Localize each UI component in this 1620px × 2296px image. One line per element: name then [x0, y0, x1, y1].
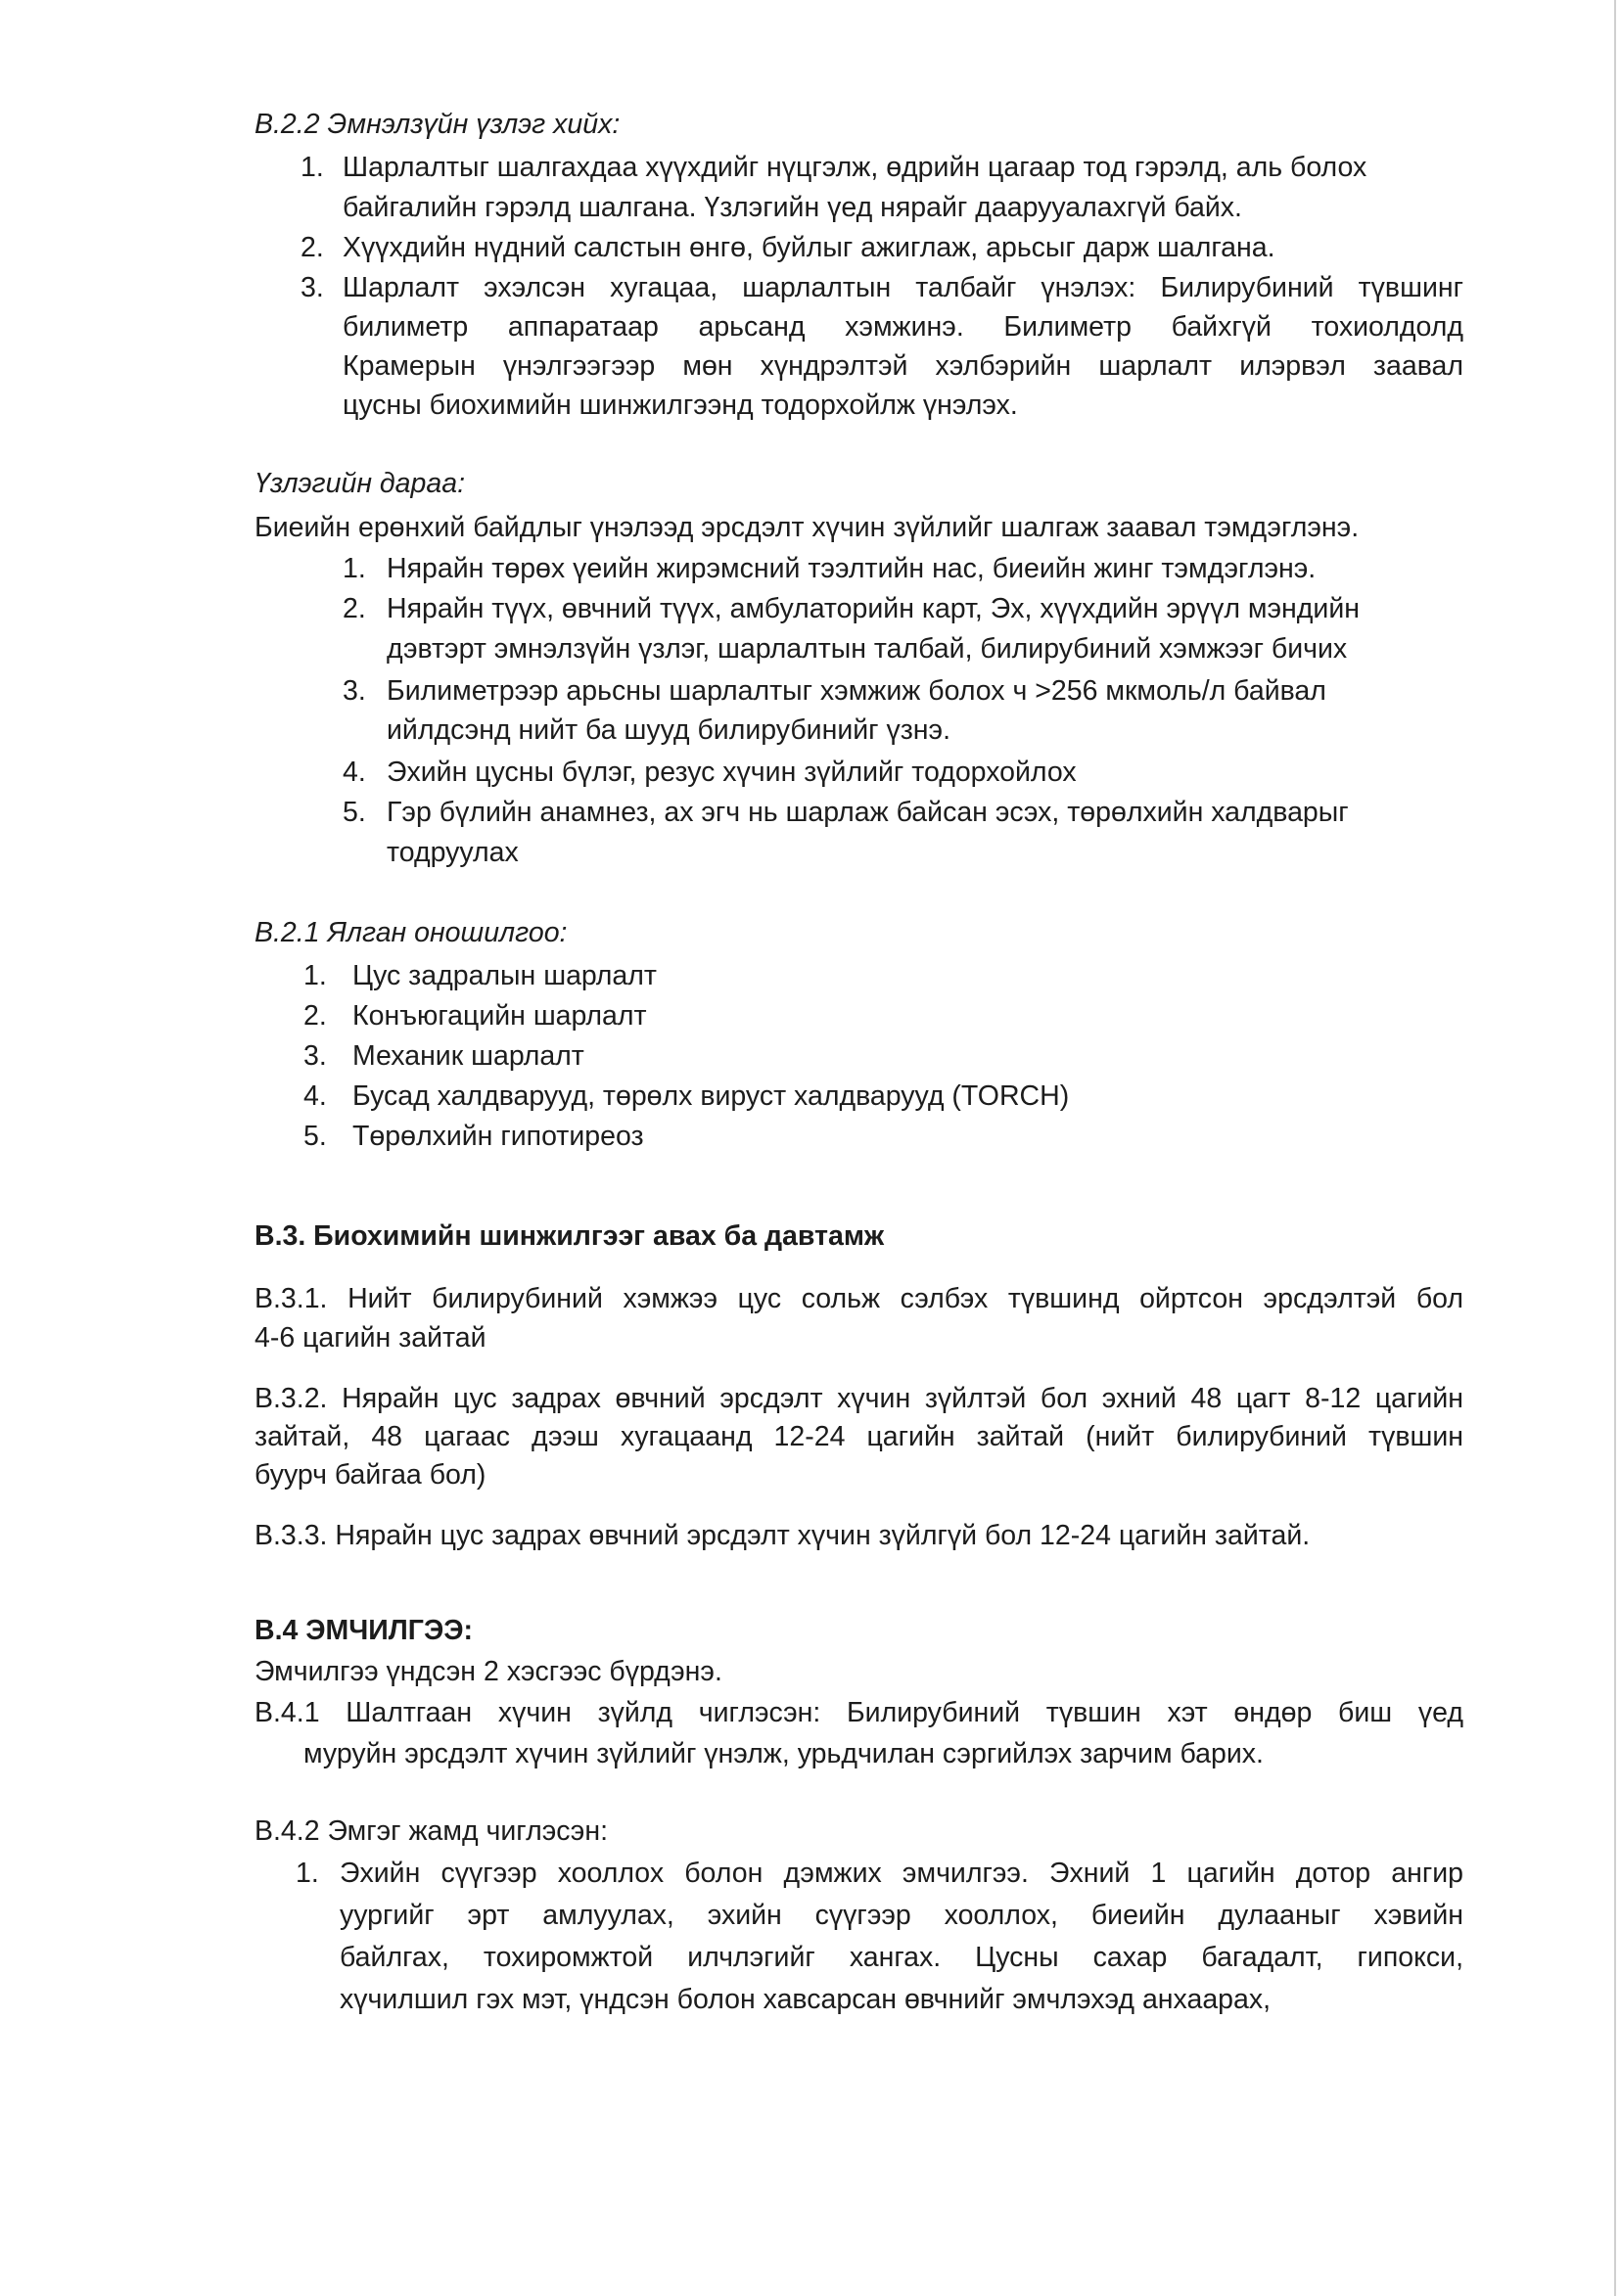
list-number: 5. [303, 1121, 327, 1152]
list-number: 5. [343, 797, 366, 828]
list-item-line: Эхийн цусны бүлэг, резус хүчин зүйлийг тодорхойлох [387, 757, 1077, 788]
list-number: 2. [343, 593, 366, 624]
list-item-line: ийлдсэнд нийт ба шууд билирубинийг үзнэ. [387, 714, 950, 746]
list-item: Конъюгацийн шарлалт [352, 1000, 647, 1032]
list-number: 4. [343, 757, 366, 788]
list-item-line: тодруулах [387, 837, 519, 868]
paragraph-line: муруйн эрсдэлт хүчин зүйлийг үнэлж, урьдчилан сэргийлэх зарчим барих. [303, 1738, 1264, 1769]
paragraph: Биеийн ерөнхий байдлыг үнэлээд эрсдэлт хүчин зүйлийг шалгаж заавал тэмдэглэнэ. [255, 512, 1360, 543]
section-heading-b21: В.2.1 Ялган оношилгоо: [255, 917, 568, 948]
list-number: 3. [343, 675, 366, 707]
page-edge [1614, 0, 1616, 2296]
list-item-line: Эхийн сүүгээр хооллох болон дэмжих эмчилгээ. Эхний 1 цагийн дотор ангир [340, 1858, 1463, 1889]
section-heading-after-exam: Үзлэгийн дараа: [255, 468, 465, 499]
subsection-heading-b42: В.4.2 Эмгэг жамд чиглэсэн: [255, 1815, 609, 1847]
list-number: 3. [301, 272, 324, 303]
list-number: 1. [343, 553, 366, 584]
list-item: Бусад халдварууд, төрөлх вируст халдварууд (TORCH) [352, 1080, 1070, 1112]
list-item-line: Нярайн төрөх үеийн жирэмсний тээлтийн нас, биеийн жинг тэмдэглэнэ. [387, 553, 1317, 584]
section-heading-b4: В.4 ЭМЧИЛГЭЭ: [255, 1615, 473, 1646]
list-item-line: Шарлалтыг шалгахдаа хүүхдийг нүцгэлж, өдрийн цагаар тод гэрэлд, аль болох [343, 152, 1367, 183]
list-item-line: Нярайн түүх, өвчний түүх, амбулаторийн карт, Эх, хүүхдийн эрүүл мэндийн [387, 593, 1360, 624]
list-item: Цус задралын шарлалт [352, 960, 657, 991]
list-number: 3. [303, 1040, 327, 1072]
paragraph-line: В.4.1 Шалтгаан хүчин зүйлд чиглэсэн: Билирубиний түвшин хэт өндөр биш үед [255, 1697, 1463, 1728]
list-item-line: цусны биохимийн шинжилгээнд тодорхойлж үнэлэх. [343, 390, 1018, 421]
list-number: 1. [301, 152, 324, 183]
list-item-line: Крамерын үнэлгээгээр мөн хүндрэлтэй хэлбэрийн шарлалт илэрвэл заавал [343, 350, 1463, 382]
list-number: 2. [303, 1000, 327, 1032]
list-item-line: уургийг эрт амлуулах, эхийн сүүгээр хооллох, биеийн дулааныг хэвийн [340, 1900, 1463, 1931]
list-item-line: хүчилшил гэх мэт, үндсэн болон хавсарсан өвчнийг эмчлэхэд анхаарах, [340, 1984, 1272, 2015]
paragraph: Эмчилгээ үндсэн 2 хэсгээс бүрдэнэ. [255, 1656, 722, 1687]
list-item: Төрөлхийн гипотиреоз [352, 1121, 644, 1152]
list-item-line: Билиметрээр арьсны шарлалтыг хэмжиж болох ч >256 мкмоль/л байвал [387, 675, 1326, 707]
paragraph-line: буурч байгаа бол) [255, 1459, 486, 1491]
paragraph-line: В.3.1. Нийт билирубиний хэмжээ цус сольж сэлбэх түвшинд ойртсон эрсдэлтэй бол [255, 1283, 1463, 1314]
list-item-line: дэвтэрт эмнэлзүйн үзлэг, шарлалтын талбай, билирубиний хэмжээг бичих [387, 633, 1348, 665]
list-number: 2. [301, 232, 324, 263]
section-heading-b3: В.3. Биохимийн шинжилгээг авах ба давтамж [255, 1220, 885, 1252]
list-item-line: Хүүхдийн нүдний салстын өнгө, буйлыг ажиглаж, арьсыг дарж шалгана. [343, 232, 1275, 263]
paragraph-line: В.3.3. Нярайн цус задрах өвчний эрсдэлт хүчин зүйлгүй бол 12-24 цагийн зайтай. [255, 1520, 1311, 1551]
list-item-line: байлгах, тохиромжтой илчлэгийг хангах. Цусны сахар багадалт, гипокси, [340, 1942, 1463, 1973]
list-item-line: билиметр аппаратаар арьсанд хэмжинэ. Билиметр байхгүй тохиолдолд [343, 311, 1463, 343]
paragraph-line: 4-6 цагийн зайтай [255, 1322, 486, 1354]
list-number: 1. [303, 960, 327, 991]
list-item-line: байгалийн гэрэлд шалгана. Үзлэгийн үед нярайг даарууалахгүй байх. [343, 192, 1242, 223]
paragraph-line: зайтай, 48 цагаас дээш хугацаанд 12-24 цагийн зайтай (нийт билирубиний түвшин [255, 1421, 1463, 1452]
list-item: Механик шарлалт [352, 1040, 584, 1072]
list-item-line: Гэр бүлийн анамнез, ах эгч нь шарлаж байсан эсэх, төрөлхийн халдварыг [387, 797, 1349, 828]
list-number: 1. [296, 1858, 319, 1889]
paragraph-line: В.3.2. Нярайн цус задрах өвчний эрсдэлт хүчин зүйлтэй бол эхний 48 цагт 8-12 цагийн [255, 1383, 1463, 1414]
list-number: 4. [303, 1080, 327, 1112]
section-heading-b22: В.2.2 Эмнэлзүйн үзлэг хийх: [255, 109, 621, 140]
list-item-line: Шарлалт эхэлсэн хугацаа, шарлалтын талбайг үнэлэх: Билирубиний түвшинг [343, 272, 1463, 303]
